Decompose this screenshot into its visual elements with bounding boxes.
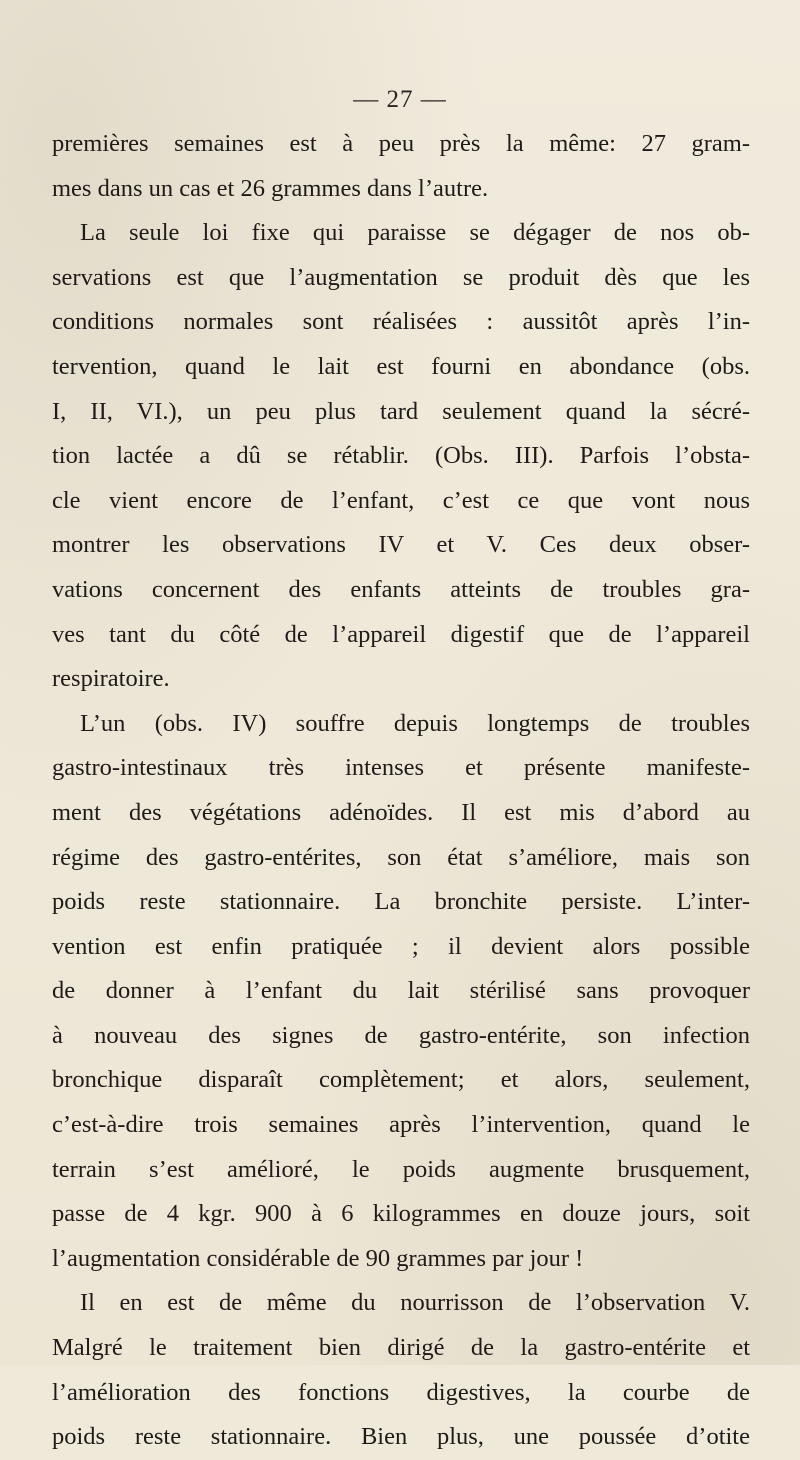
page-number: — 27 — [353,86,447,113]
text-line: ment des végétations adénoïdes. Il est mis d’abord au [52,798,750,826]
text-line: I, II, VI.), un peu plus tard seulement quand la sécré- [52,397,750,425]
text-line: servations est que l’augmentation se produit dès que les [52,263,750,291]
text-line: l’amélioration des fonctions digestives, la courbe de [52,1378,750,1406]
text-line: Il en est de même du nourrisson de l’observation V. [80,1289,750,1317]
text-line: de donner à l’enfant du lait stérilisé sans provoquer [52,977,750,1005]
text-line: conditions normales sont réalisées : aussitôt après l’in- [52,308,750,336]
text-line: tion lactée a dû se rétablir. (Obs. III). Parfois l’obsta- [52,442,750,470]
text-line: passe de 4 kgr. 900 à 6 kilogrammes en douze jours, soit [52,1200,750,1228]
text-line: régime des gastro-entérites, son état s’améliore, mais son [52,843,750,871]
text-line: poids reste stationnaire. La bronchite persiste. L’inter- [52,888,750,916]
text-line: ves tant du côté de l’appareil digestif que de l’appareil [52,620,750,648]
text-line: L’un (obs. IV) souffre depuis longtemps de troubles [80,709,750,737]
text-line: terrain s’est amélioré, le poids augmente brusquement, [52,1155,750,1183]
text-line: vention est enfin pratiquée ; il devient alors possible [52,932,750,960]
text-line: à nouveau des signes de gastro-entérite, son infection [52,1021,750,1049]
text-line: tervention, quand le lait est fourni en abondance (obs. [52,352,750,380]
text-line: l’augmentation considérable de 90 grammes par jour ! [52,1244,584,1272]
body-text [52,122,750,1460]
text-line: bronchique disparaît complètement; et alors, seulement, [52,1066,750,1094]
text-line: La seule loi fixe qui paraisse se dégager de nos ob- [80,219,750,247]
text-line: gastro-intestinaux très intenses et présente manifeste- [52,754,750,782]
text-line: Malgré le traitement bien dirigé de la gastro-entérite et [52,1334,750,1362]
text-line: cle vient encore de l’enfant, c’est ce que vont nous [52,486,750,514]
text-line: mes dans un cas et 26 grammes dans l’autre. [52,174,489,202]
text-line: c’est-à-dire trois semaines après l’intervention, quand le [52,1111,750,1139]
text-line: premières semaines est à peu près la même: 27 gram- [52,130,750,157]
text-line: vations concernent des enfants atteints de troubles gra- [52,575,750,603]
text-line: poids reste stationnaire. Bien plus, une poussée d’otite [52,1423,750,1451]
text-line: respiratoire. [52,665,170,693]
text-line: montrer les observations IV et V. Ces deux obser- [52,531,750,559]
